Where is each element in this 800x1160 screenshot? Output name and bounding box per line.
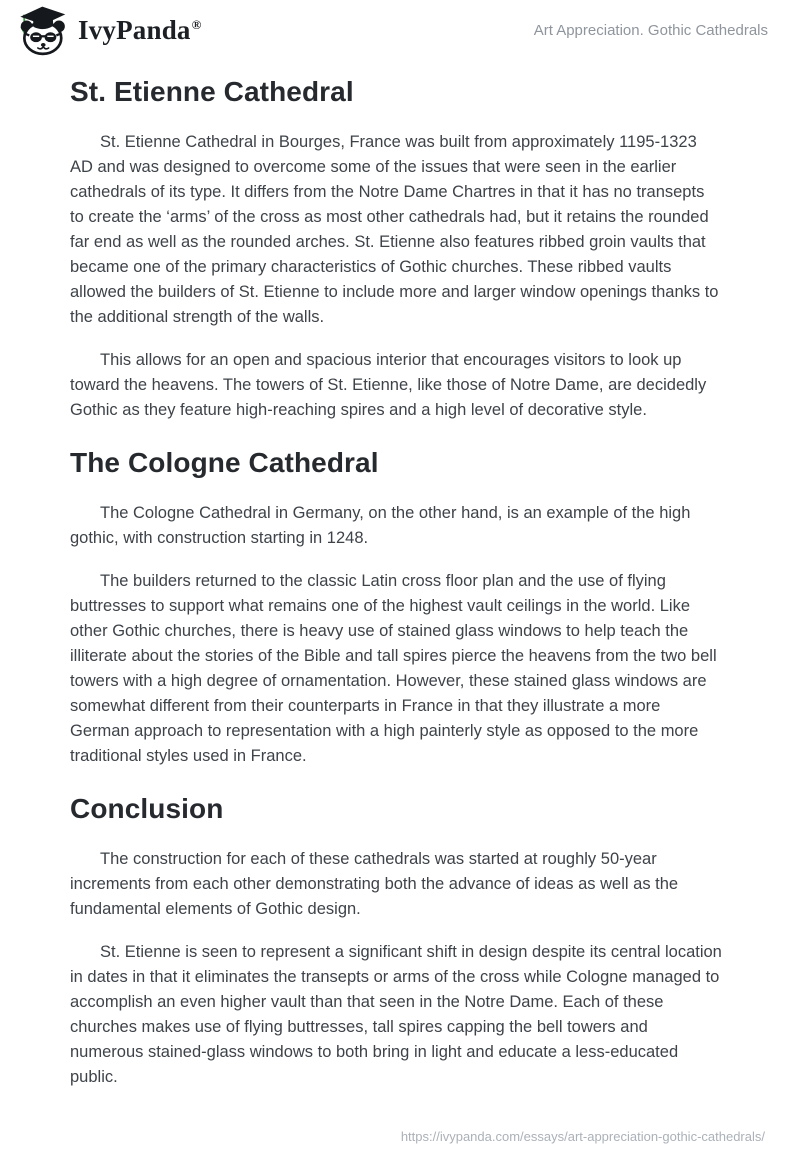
paragraph: The construction for each of these cathedrals was started at roughly 50-year increments from each other demonstrating both the advance of ideas as well as the fundamental elements of Gothic design. [70, 850, 679, 918]
ivypanda-logo[interactable] [14, 3, 202, 57]
section-heading-st-etienne: St. Etienne Cathedral [70, 76, 354, 107]
paragraph: The builders returned to the classic Latin cross floor plan and the use of flying buttresses to support what remains one of the highest vault ceilings in the world. Like other Gothic churches, there is heavy use of stained glass windows to help teach the illiterate about the stories of the Bible and tall spires pierce the heavens from the two bell towers with a high degree of ornamentation. However, these stained glass windows are somewhat different from their counterparts in France in that they illustrate a more German approach to representation with a high painterly style as opposed to the more traditional styles used in France. [70, 572, 717, 765]
page-header [0, 0, 800, 60]
registered-trademark: ® [191, 16, 202, 32]
paragraph: This allows for an open and spacious interior that encourages visitors to look up toward the heavens. The towers of St. Etienne, like those of Notre Dame, are decidedly Gothic as they feature high-reaching spires and a high level of decorative style. [70, 351, 707, 419]
paragraph: St. Etienne Cathedral in Bourges, France was built from approximately 1195-1323 AD and was designed to overcome some of the issues that were seen in the earlier cathedrals of its type. It differs from the Notre Dame Chartres in that it has no transepts to create the ‘arms’ of the cross as most other cathedrals had, but it retains the rounded far end as well as the rounded arches. St. Etienne also features ribbed groin vaults that became one of the primary characteristics of Gothic churches. These ribbed vaults allowed the builders of St. Etienne to include more and larger window openings thanks to the additional strength of the walls. [70, 133, 719, 326]
section-heading-cologne: The Cologne Cathedral [70, 447, 379, 478]
panda-graduation-cap-icon [14, 3, 68, 57]
document-title: Art Appreciation. Gothic Cathedrals [533, 21, 768, 39]
paragraph: The Cologne Cathedral in Germany, on the other hand, is an example of the high gothic, with construction starting in 1248. [70, 504, 691, 547]
brand-name: IvyPanda® [78, 14, 202, 45]
source-url[interactable]: https://ivypanda.com/essays/art-appreciation-gothic-cathedrals/ [400, 1129, 765, 1144]
essay-content [0, 76, 800, 1090]
paragraph: St. Etienne is seen to represent a significant shift in design despite its central location in dates in that it eliminates the transepts or arms of the cross while Cologne managed to accomplish an even higher vault than that seen in the Notre Dame. Each of these churches makes use of flying buttresses, tall spires capping the bell towers and numerous stained-glass windows to both bring in light and educate a less-educated public. [70, 943, 722, 1086]
section-heading-conclusion: Conclusion [70, 793, 224, 824]
